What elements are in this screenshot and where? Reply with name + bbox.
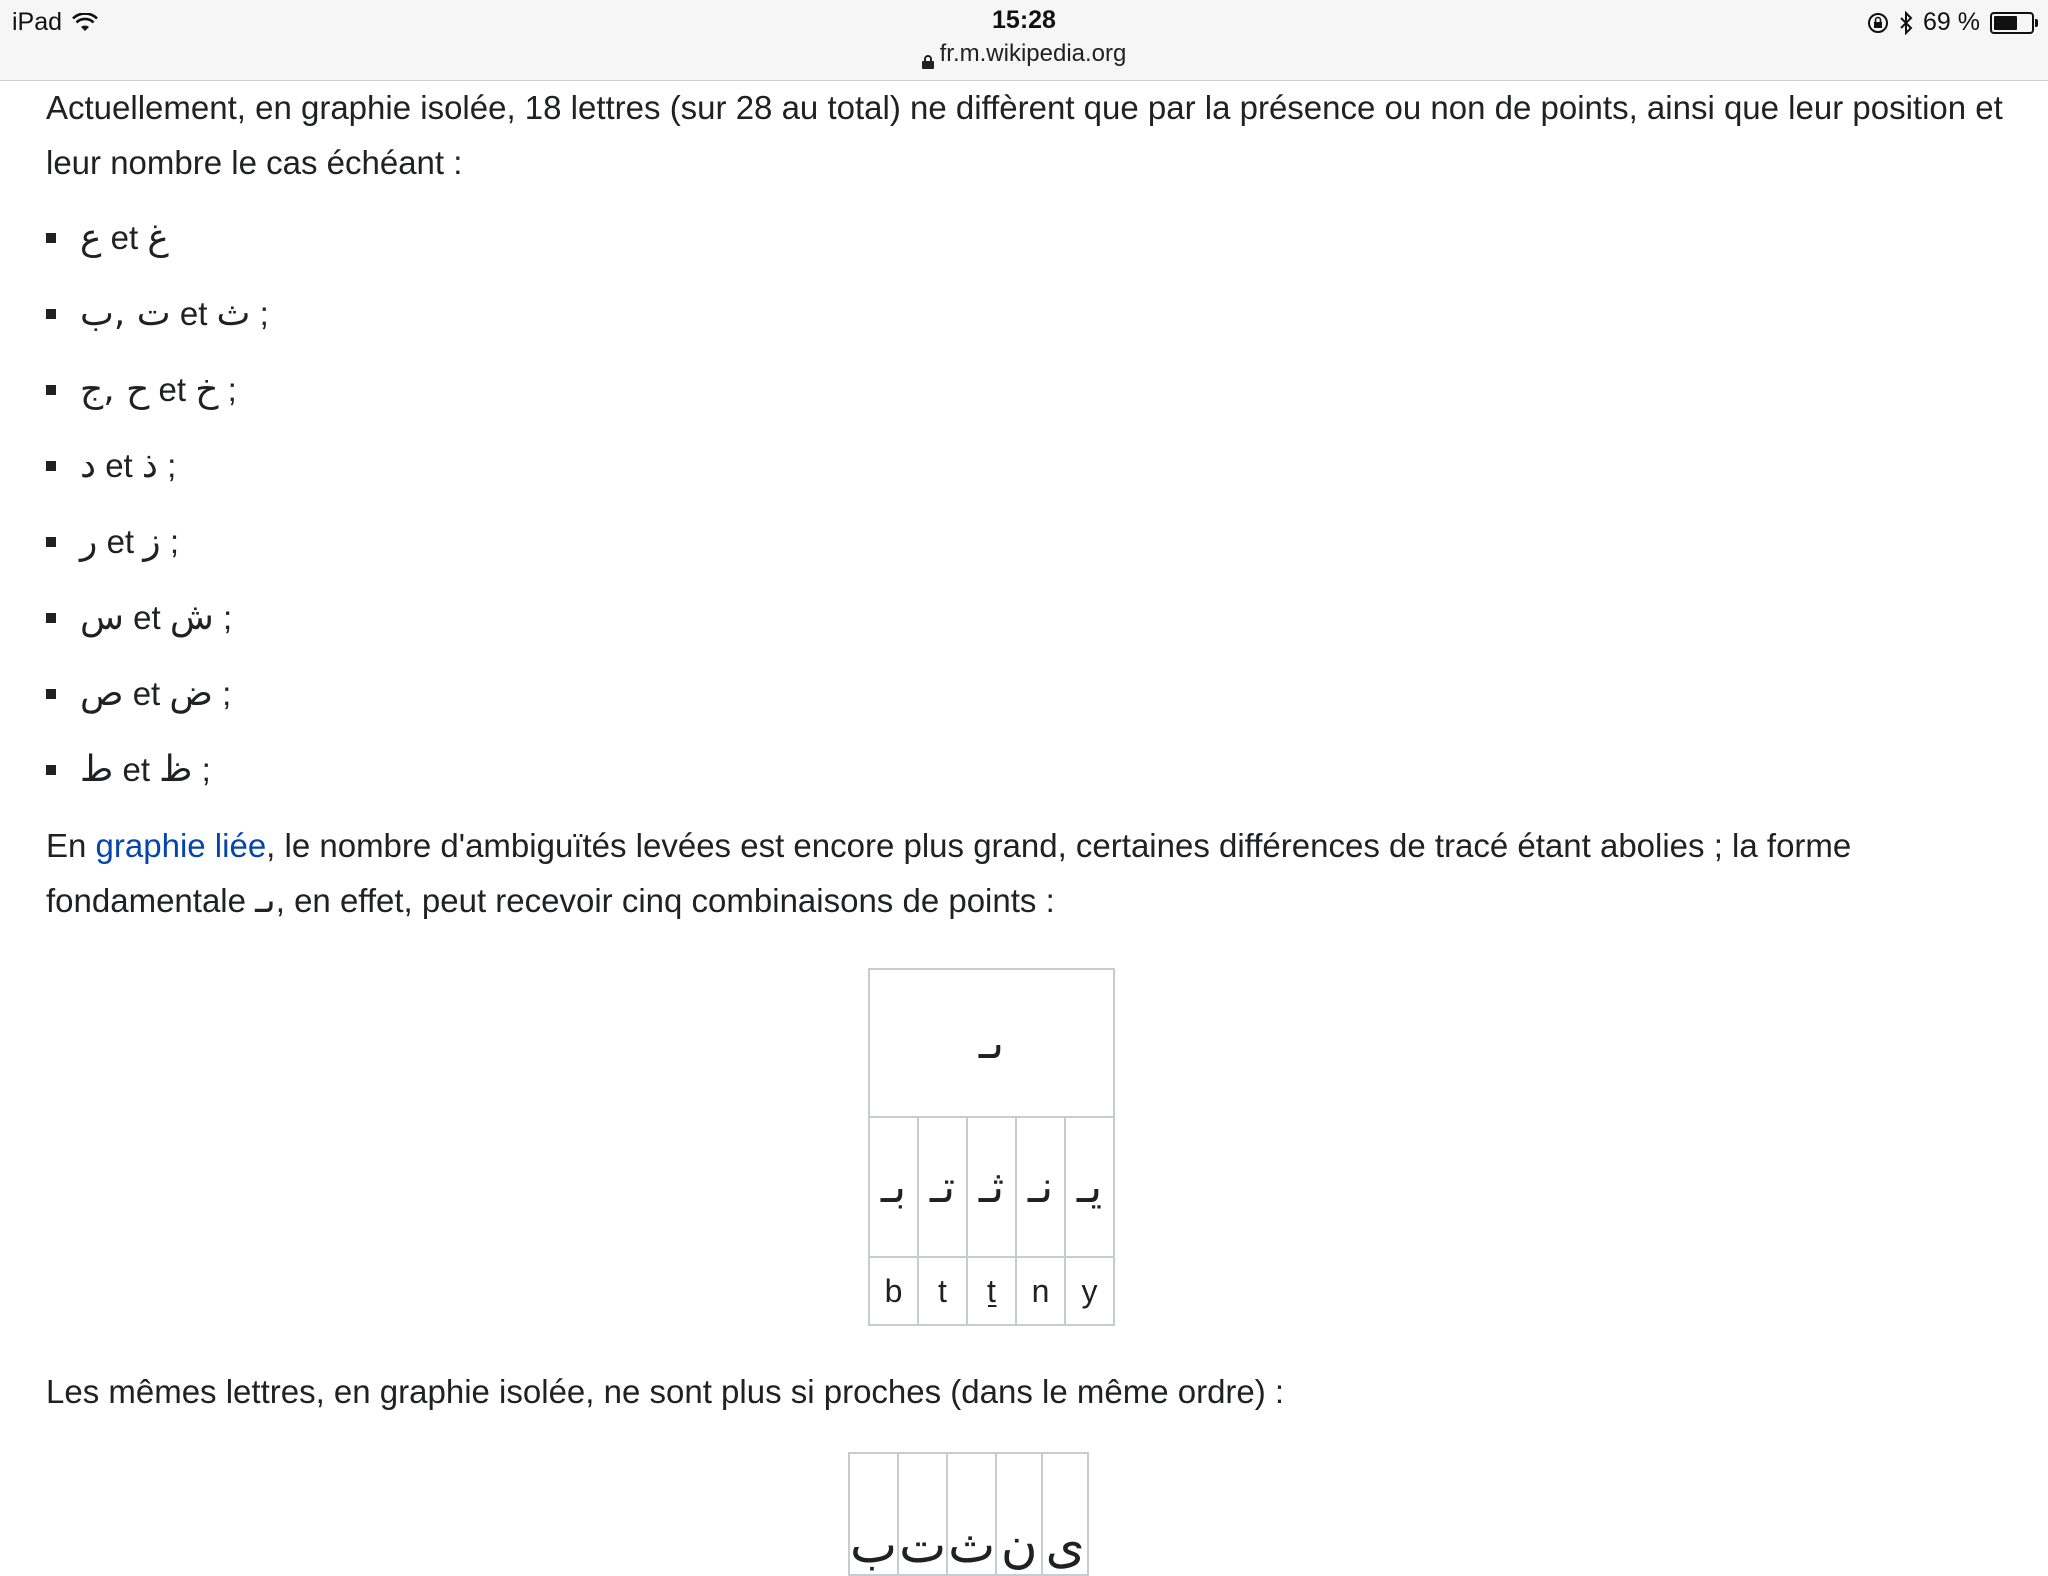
- graphie-liee-link[interactable]: graphie liée: [95, 827, 267, 864]
- et-word: et: [132, 675, 161, 712]
- letter-pair-item: [46, 740, 2006, 816]
- glyph-cell: يـ: [1065, 1117, 1114, 1257]
- liee-paragraph: En graphie liée, le nombre d'ambiguïtés levées est encore plus grand, certaines différences de tracé étant abolies ; la forme fondamentale ٮـ, en effet, peut recevoir cinq combinaisons de points :: [46, 827, 1852, 921]
- battery-percent: 69 %: [1923, 8, 1980, 36]
- translit-cell: y: [1065, 1257, 1114, 1325]
- isolated-letters-table: [848, 1452, 1089, 1576]
- letter-pair-item: [46, 512, 2006, 588]
- dot-combinations-table: [868, 968, 1115, 1326]
- letter-a: ص: [80, 673, 124, 714]
- letter-b: ذ: [141, 445, 158, 486]
- letter-a: ر: [80, 521, 98, 562]
- isolated-glyph-cell: ت: [898, 1453, 947, 1575]
- glyph-cell: تـ: [918, 1117, 967, 1257]
- glyph-cell: ثـ: [967, 1117, 1016, 1257]
- punctuation: ;: [218, 371, 237, 408]
- et-word: et: [179, 295, 208, 332]
- letter-a: ت ,ب: [80, 293, 171, 334]
- address-bar[interactable]: [0, 40, 2048, 68]
- url-text: fr.m.wikipedia.org: [939, 40, 1127, 67]
- status-bar: [0, 0, 2048, 81]
- letter-a: س: [80, 597, 124, 638]
- punctuation: ;: [250, 295, 269, 332]
- et-word: et: [133, 599, 161, 636]
- et-word: et: [122, 751, 150, 788]
- punctuation: ;: [212, 675, 232, 712]
- status-right: [1867, 8, 2034, 37]
- base-form-cell: ٮـ: [869, 969, 1114, 1117]
- translit-cell: t: [918, 1257, 967, 1325]
- letter-pair-item: [46, 664, 2006, 740]
- isolated-glyph-cell: ن: [996, 1453, 1042, 1575]
- letter-pair-item: [46, 208, 2006, 284]
- et-word: et: [106, 523, 135, 560]
- punctuation: ;: [213, 599, 233, 636]
- letter-a: ح ,ج: [80, 369, 150, 410]
- clock: 15:28: [992, 6, 1056, 34]
- isolated-glyph-cell: ب: [849, 1453, 898, 1575]
- letter-b: ش: [169, 597, 214, 638]
- fundamental-glyph: ٮـ: [255, 880, 276, 921]
- bluetooth-icon: [1899, 11, 1913, 35]
- lock-icon: [922, 48, 934, 62]
- rotation-lock-icon: [1867, 12, 1889, 34]
- isolated-paragraph: Les mêmes lettres, en graphie isolée, ne sont plus si proches (dans le même ordre) :: [46, 1373, 1285, 1410]
- punctuation: ;: [192, 751, 211, 788]
- letter-b: خ: [195, 369, 219, 410]
- letter-b: ض: [169, 673, 213, 714]
- letter-b: ز: [143, 521, 161, 562]
- battery-icon: [1990, 12, 2034, 34]
- et-word: et: [158, 371, 187, 408]
- et-word: et: [105, 447, 133, 484]
- glyph-cell: بـ: [869, 1117, 918, 1257]
- article-content: [46, 80, 2006, 928]
- letter-b: ظ: [159, 749, 193, 790]
- translit-cell: ṯ: [967, 1257, 1016, 1325]
- device-name: iPad: [12, 8, 63, 36]
- isolated-glyph-cell: ى: [1042, 1453, 1088, 1575]
- letter-b: غ: [147, 217, 169, 258]
- letter-a: د: [80, 445, 97, 486]
- letter-pair-item: [46, 436, 2006, 512]
- letter-a: ع: [80, 217, 102, 258]
- letter-a: ط: [80, 749, 114, 790]
- translit-cell: b: [869, 1257, 918, 1325]
- letter-pair-item: [46, 360, 2006, 436]
- punctuation: ;: [157, 447, 177, 484]
- translit-cell: n: [1016, 1257, 1065, 1325]
- intro-paragraph: Actuellement, en graphie isolée, 18 lettres (sur 28 au total) ne diffèrent que par la présence ou non de points, ainsi que leur position et leur nombre le cas échéant :: [46, 89, 2003, 181]
- et-word: et: [110, 219, 139, 256]
- punctuation: ;: [160, 523, 179, 560]
- letter-b: ث: [216, 293, 251, 334]
- glyph-cell: نـ: [1016, 1117, 1065, 1257]
- letter-pair-item: [46, 284, 2006, 360]
- letter-pairs-list: [46, 208, 2006, 816]
- isolated-glyph-cell: ث: [947, 1453, 996, 1575]
- letter-pair-item: [46, 588, 2006, 664]
